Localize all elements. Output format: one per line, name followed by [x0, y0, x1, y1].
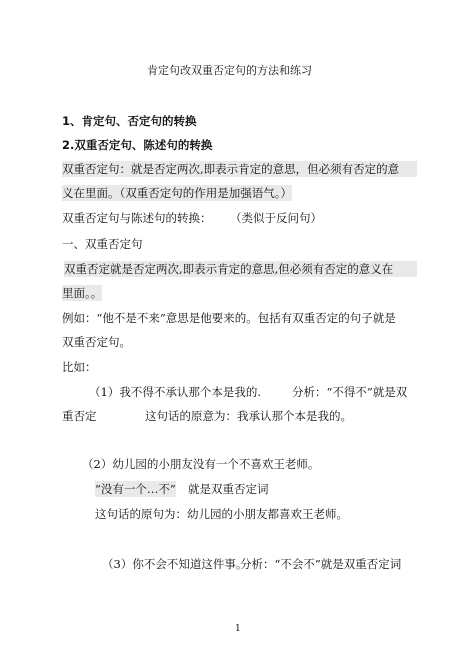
item-3-analysis: 分析：“不会不”就是双重否定词 — [240, 557, 402, 571]
item-1-original: 这句话的原意为：我承认那个本是我的。 — [145, 409, 352, 423]
item-1-sentence: （1）我不得不承认那个本是我的. — [89, 385, 261, 399]
conversion-note: （类似于反问句） — [230, 211, 322, 225]
page-number: 1 — [235, 624, 241, 634]
definition-line-1: 双重否定句：就是否定两次,即表示肯定的意思，但必须有否定的意 — [62, 161, 417, 177]
paragraph-1-line-1: 双重否定就是否定两次,即表示肯定的意思,但必须有否定的意义在 — [64, 261, 417, 277]
item-1-continuation: 重否定 — [62, 409, 97, 423]
section-1-heading: 一、双重否定句 — [62, 237, 143, 251]
item-1-analysis: 分析：“不得不”就是双 — [292, 385, 408, 399]
biru-label: 比如： — [62, 360, 97, 374]
conversion-label: 双重否定句与陈述句的转换： — [62, 211, 212, 225]
item-2-keyword: “没有一个…不” — [95, 482, 176, 496]
item-3-sentence: （3）你不会不知道这件事。 — [102, 557, 248, 571]
definition-line-2: 义在里面。（双重否定句的作用是加强语气。） — [62, 186, 292, 200]
paragraph-1-line-2: 里面。。 — [62, 286, 103, 300]
item-2-analysis: 就是双重否定词 — [188, 482, 269, 496]
heading-2: 2.双重否定句、陈述句的转换 — [62, 138, 213, 152]
example-line-2: 双重否定句。 — [62, 335, 131, 349]
item-2-sentence: （2）幼儿园的小朋友没有一个不喜欢王老师。 — [82, 457, 320, 471]
doc-title: 肯定句改双重否定句的方法和练习 — [147, 64, 312, 77]
example-line-1: 例如：“他不是不来”意思是他要来的。包括有双重否定的句子就是 — [62, 311, 396, 325]
heading-1: 1、肯定句、否定句的转换 — [62, 114, 197, 128]
item-2-original: 这句话的原句为：幼儿园的小朋友都喜欢王老师。 — [95, 507, 348, 521]
